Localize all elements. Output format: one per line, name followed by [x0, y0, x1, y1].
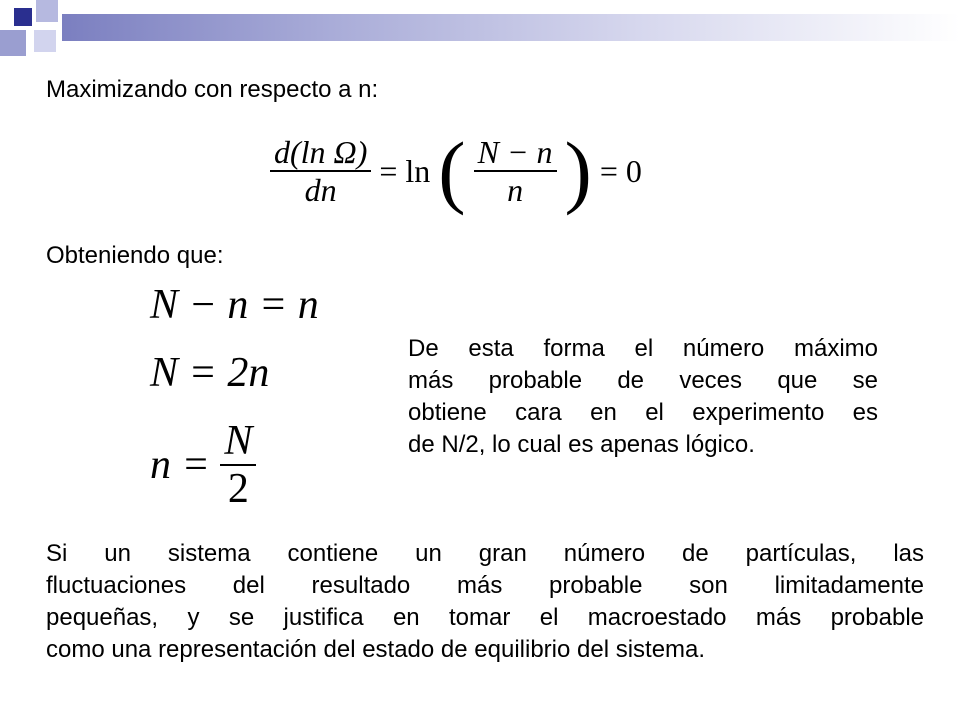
obtaining-text: Obteniendo que: [46, 242, 224, 269]
equation-lhs: n = [150, 442, 210, 488]
derivative-equation [270, 125, 642, 216]
side-note-line: de N/2, lo cual es apenas lógico. [408, 431, 755, 458]
conclusion-paragraph [46, 538, 924, 666]
ln-operator: ln [405, 153, 431, 189]
equals-sign: = [379, 153, 398, 189]
conclusion-line: Si un sistema contiene un gran número de partículas, las [46, 540, 924, 567]
decor-square [34, 30, 56, 52]
decor-square [36, 0, 58, 22]
header-gradient-bar [62, 14, 960, 41]
equals-sign-2: = [599, 153, 618, 189]
conclusion-line: como una representación del estado de equilibrio del sistema. [46, 636, 706, 663]
conclusion-line: pequeñas, y se justifica en tomar el macroestado más probable [46, 604, 924, 631]
intro-text: Maximizando con respecto a n: [46, 76, 379, 103]
right-paren: ) [564, 125, 592, 216]
inner-numerator: N − n [477, 134, 553, 170]
result-zero: 0 [625, 153, 642, 189]
inner-fraction [474, 134, 557, 208]
lhs-fraction [270, 134, 371, 208]
lhs-denominator: dn [304, 172, 337, 208]
decor-square [0, 30, 26, 56]
half-denominator: 2 [227, 466, 249, 512]
left-paren: ( [438, 125, 466, 216]
side-note-line: más probable de veces que se [408, 367, 878, 394]
side-note-line: obtiene cara en el experimento es [408, 399, 878, 426]
equation-N-2n: N = 2n [150, 350, 270, 396]
conclusion-line: fluctuaciones del resultado más probable son limitadamente [46, 572, 924, 599]
decor-square [14, 8, 32, 26]
equation-n-minus-n: N − n = n [150, 282, 319, 328]
side-note [408, 333, 878, 461]
lhs-numerator: d(ln Ω) [274, 134, 368, 170]
equation-n-half-N [150, 418, 256, 512]
half-fraction [220, 418, 256, 512]
side-note-line: De esta forma el número máximo [408, 335, 878, 362]
half-numerator: N [224, 418, 253, 464]
inner-denominator: n [507, 172, 524, 208]
